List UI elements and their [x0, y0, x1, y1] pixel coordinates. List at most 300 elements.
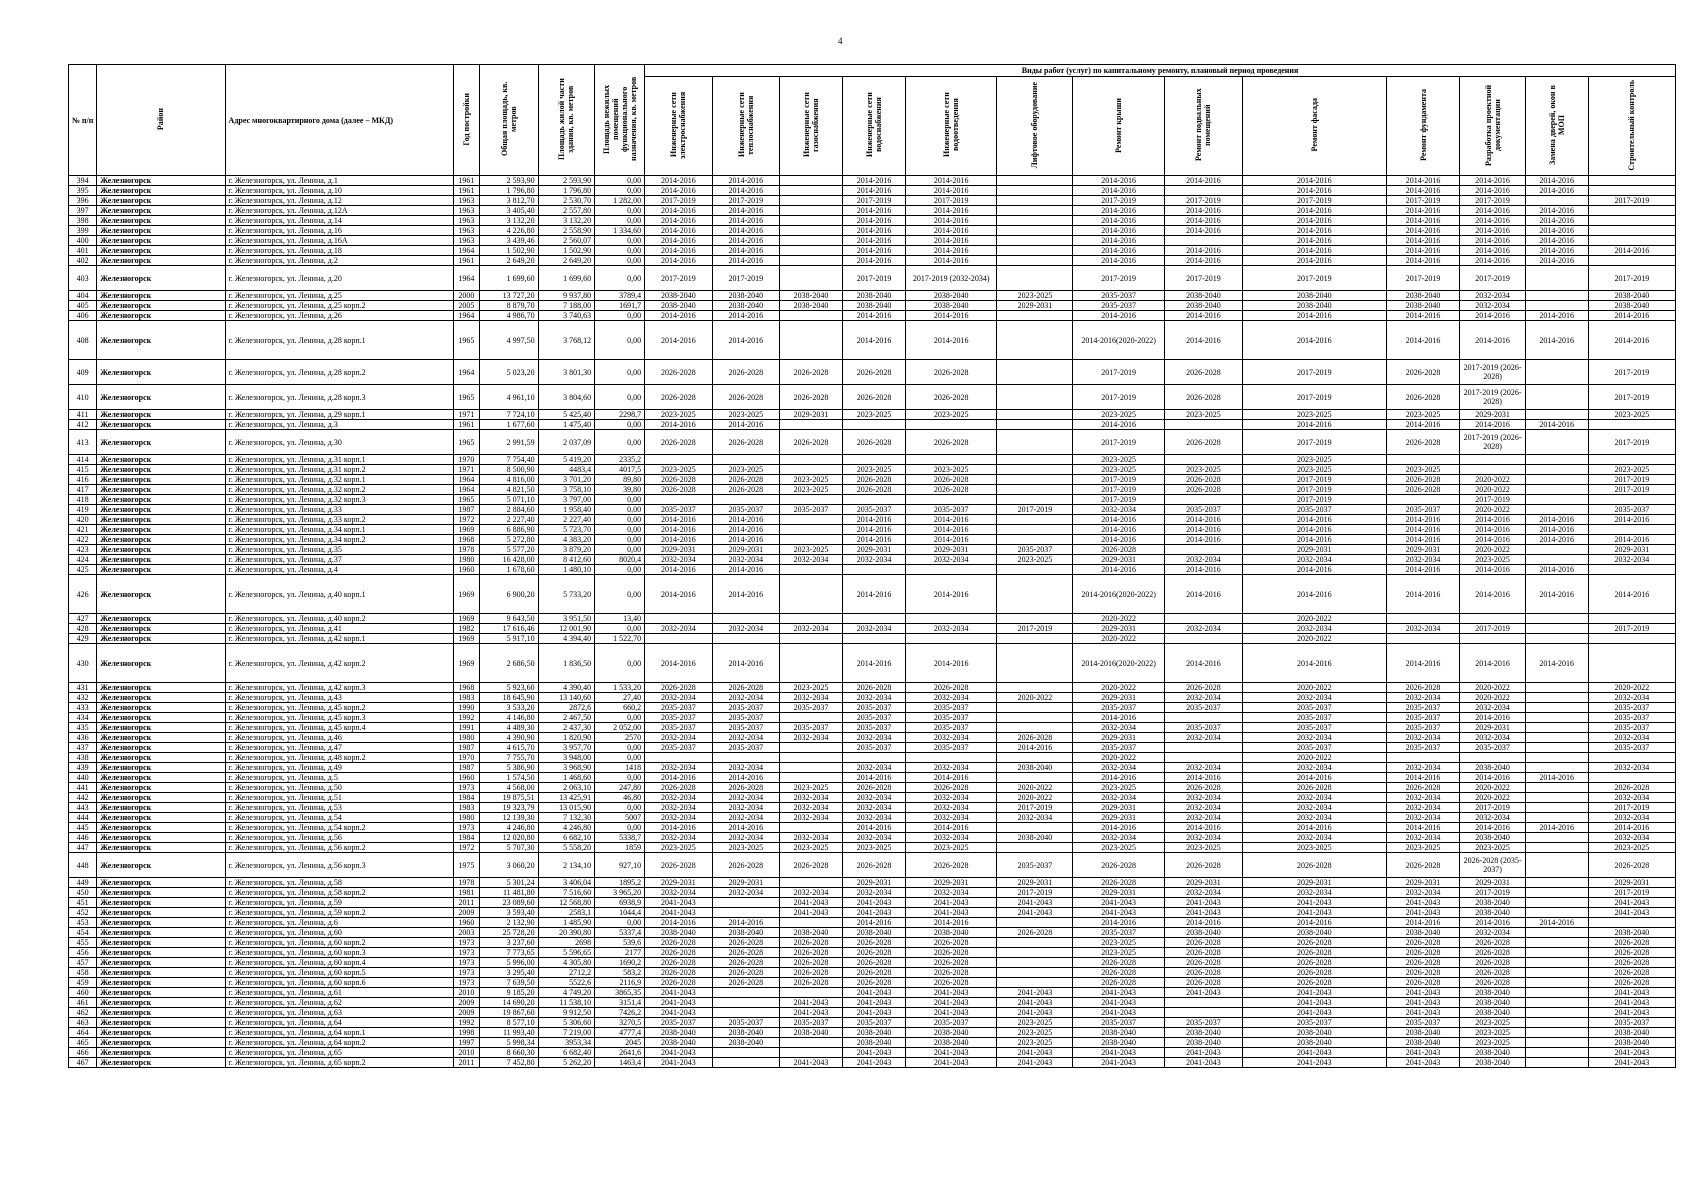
table-cell: Железногорск — [97, 918, 225, 928]
table-cell: 2014-2016 — [712, 420, 779, 430]
table-cell: г. Железногорск, ул. Ленина, д.50 — [225, 783, 453, 793]
table-cell: 2023-2025 — [906, 843, 997, 853]
table-cell: 2035-2037 — [906, 713, 997, 723]
table-cell: 2020-2022 — [1460, 485, 1525, 495]
table-row — [69, 575, 1676, 614]
table-cell: 2017-2019 — [1073, 485, 1164, 495]
table-cell: 2032-2034 — [779, 803, 842, 813]
table-cell: 2038-2040 — [1460, 1058, 1525, 1068]
table-cell — [712, 998, 779, 1008]
table-cell: 2014-2016 — [1243, 236, 1387, 246]
table-cell: 13 727,20 — [479, 291, 538, 301]
table-cell: Железногорск — [97, 535, 225, 545]
table-cell: 2014-2016 — [1525, 226, 1588, 236]
table-cell — [997, 978, 1073, 988]
table-cell: 2026-2028 — [843, 475, 906, 485]
table-cell: 2014-2016 — [906, 575, 997, 614]
table-cell — [1525, 555, 1588, 565]
table-cell: 450 — [69, 888, 97, 898]
table-cell: 0,00 — [595, 713, 645, 723]
table-cell — [1525, 813, 1588, 823]
table-cell — [779, 878, 842, 888]
table-cell: 2014-2016 — [843, 535, 906, 545]
table-cell: 8 412,60 — [538, 555, 595, 565]
table-cell: 2014-2016 — [712, 918, 779, 928]
table-cell: 2020-2022 — [1073, 753, 1164, 763]
table-cell: 2023-2025 — [645, 465, 712, 475]
table-row — [69, 535, 1676, 545]
table-cell: 1969 — [453, 575, 479, 614]
table-cell — [997, 485, 1073, 495]
table-cell: 2014-2016 — [1073, 773, 1164, 783]
table-cell: 452 — [69, 908, 97, 918]
table-cell — [712, 898, 779, 908]
table-cell: Железногорск — [97, 266, 225, 291]
table-cell: 2041-2043 — [997, 998, 1073, 1008]
table-cell — [779, 495, 842, 505]
table-cell: 2029-2031 — [1073, 555, 1164, 565]
table-cell: 2041-2043 — [645, 998, 712, 1008]
table-cell: г. Железногорск, ул. Ленина, д.40 корп.1 — [225, 575, 453, 614]
table-cell: 2017-2019 — [1588, 624, 1675, 634]
table-row — [69, 236, 1676, 246]
table-cell — [843, 495, 906, 505]
table-cell: г. Железногорск, ул. Ленина, д.42 корп.2 — [225, 644, 453, 683]
table-cell: 2041-2043 — [1386, 988, 1460, 998]
table-cell: г. Железногорск, ул. Ленина, д.54 — [225, 813, 453, 823]
table-cell: 3 812,70 — [479, 196, 538, 206]
table-cell: 2035-2037 — [906, 723, 997, 733]
table-cell: 2041-2043 — [1164, 908, 1242, 918]
header-total-area: Общая площадь, кв. метров — [479, 65, 538, 176]
table-cell: 2014-2016 — [1525, 644, 1588, 683]
table-cell: 2014-2016 — [712, 575, 779, 614]
table-cell: 2038-2040 — [1243, 291, 1387, 301]
table-cell: 2014-2016 — [712, 515, 779, 525]
table-cell: 2029-2031 — [906, 545, 997, 555]
table-cell: 25 728,20 — [479, 928, 538, 938]
table-cell: 2038-2040 — [712, 301, 779, 311]
table-cell — [997, 475, 1073, 485]
table-cell: 4 305,80 — [538, 958, 595, 968]
table-cell: 2014-2016 — [1243, 918, 1387, 928]
table-cell: 2026-2028 — [843, 360, 906, 385]
table-cell: 2032-2034 — [1386, 624, 1460, 634]
table-cell: 2026-2028 — [645, 430, 712, 455]
table-cell: 2014-2016 — [1164, 226, 1242, 236]
table-cell: 2014-2016 — [1460, 236, 1525, 246]
table-cell: 1964 — [453, 485, 479, 495]
table-cell: 5337,4 — [595, 928, 645, 938]
table-cell: 2020-2022 — [1460, 475, 1525, 485]
table-cell: 2029-2031 — [1164, 878, 1242, 888]
table-cell: 2014-2016 — [1386, 823, 1460, 833]
table-cell: 2041-2043 — [1243, 908, 1387, 918]
table-cell: 2032-2034 — [906, 624, 997, 634]
table-cell: Железногорск — [97, 525, 225, 535]
table-row — [69, 988, 1676, 998]
table-row — [69, 176, 1676, 186]
table-cell: 2014-2016 — [1243, 206, 1387, 216]
table-cell: 2014-2016 — [712, 176, 779, 186]
table-row — [69, 360, 1676, 385]
table-cell: 2 530,70 — [538, 196, 595, 206]
table-row — [69, 624, 1676, 634]
table-cell: 2035-2037 — [1588, 505, 1675, 515]
table-cell: 4 749,20 — [538, 988, 595, 998]
table-cell: 5 425,40 — [538, 410, 595, 420]
table-cell — [712, 455, 779, 465]
table-cell: 4 383,20 — [538, 535, 595, 545]
table-cell: 2014-2016 — [1164, 575, 1242, 614]
table-cell: 2032-2034 — [1386, 555, 1460, 565]
table-cell: г. Железногорск, ул. Ленина, д.62 — [225, 998, 453, 1008]
table-cell — [997, 723, 1073, 733]
table-cell: 2026-2028 — [1073, 853, 1164, 878]
table-cell — [1525, 793, 1588, 803]
table-cell: 2023-2025 — [1460, 1028, 1525, 1038]
table-cell: 7 755,70 — [479, 753, 538, 763]
table-cell: 2017-2019 — [1243, 196, 1387, 206]
table-cell: 2014-2016 — [1164, 644, 1242, 683]
table-row — [69, 693, 1676, 703]
table-cell: 1 480,10 — [538, 565, 595, 575]
table-cell — [1386, 495, 1460, 505]
table-cell: 5 577,20 — [479, 545, 538, 555]
table-cell: 2017-2019 — [1164, 196, 1242, 206]
table-cell: г. Железногорск, ул. Ленина, д.60 корп.3 — [225, 948, 453, 958]
table-cell: 436 — [69, 733, 97, 743]
table-cell: 2026-2028 — [779, 978, 842, 988]
table-cell: 2026-2028 — [779, 968, 842, 978]
table-cell: 2026-2028 — [1386, 385, 1460, 410]
table-cell: 1973 — [453, 948, 479, 958]
table-cell — [1525, 1058, 1588, 1068]
table-cell: 1964 — [453, 360, 479, 385]
table-cell: 2014-2016 — [1460, 216, 1525, 226]
table-cell: 2041-2043 — [843, 908, 906, 918]
table-cell: 2014-2016 — [843, 226, 906, 236]
table-cell: 2014-2016 — [1460, 713, 1525, 723]
table-cell: 2014-2016 — [1525, 525, 1588, 535]
table-cell: 2032-2034 — [712, 793, 779, 803]
table-cell: 2023-2025 — [1588, 843, 1675, 853]
table-cell: 2026-2028 — [1073, 878, 1164, 888]
table-cell — [843, 614, 906, 624]
table-cell: 2026-2028 — [1073, 958, 1164, 968]
table-cell: 4 246,80 — [479, 823, 538, 833]
table-cell: 2009 — [453, 1008, 479, 1018]
table-cell: 2017-2019 — [1588, 385, 1675, 410]
table-row — [69, 723, 1676, 733]
table-cell: 2032-2034 — [1460, 291, 1525, 301]
table-cell: 2014-2016 — [843, 525, 906, 535]
table-cell: 2026-2028 — [1386, 475, 1460, 485]
table-cell: 0,00 — [595, 360, 645, 385]
table-cell — [712, 1058, 779, 1068]
table-cell: 2017-2019 — [1073, 266, 1164, 291]
table-cell: 2 558,90 — [538, 226, 595, 236]
table-cell: 7 724,10 — [479, 410, 538, 420]
table-cell: Железногорск — [97, 455, 225, 465]
table-cell: 2017-2019 (2026-2028) — [1460, 360, 1525, 385]
table-cell — [997, 420, 1073, 430]
table-cell: 2029-2031 — [1588, 878, 1675, 888]
table-cell: 2014-2016 — [1460, 246, 1525, 256]
table-cell — [997, 575, 1073, 614]
table-cell: 2038-2040 — [1588, 1038, 1675, 1048]
table-cell: Железногорск — [97, 291, 225, 301]
header-work-5: Лифтовое оборудование — [997, 77, 1073, 176]
table-cell — [1525, 938, 1588, 948]
table-cell: Железногорск — [97, 226, 225, 236]
table-cell: 2014-2016 — [712, 773, 779, 783]
table-cell: 2032-2034 — [1164, 833, 1242, 843]
table-cell: 2026-2028 — [843, 938, 906, 948]
table-cell: 2041-2043 — [645, 1048, 712, 1058]
table-cell — [1525, 978, 1588, 988]
table-cell: 8020,4 — [595, 555, 645, 565]
table-cell: Железногорск — [97, 256, 225, 266]
table-cell: 2029-2031 — [645, 545, 712, 555]
table-cell — [1460, 634, 1525, 644]
table-cell: 2014-2016 — [1588, 246, 1675, 256]
table-cell: 2041-2043 — [1588, 1048, 1675, 1058]
table-cell: 1965 — [453, 430, 479, 455]
table-cell: 2032-2034 — [1588, 763, 1675, 773]
table-cell: 2017-2019 — [1460, 495, 1525, 505]
table-cell: Железногорск — [97, 360, 225, 385]
table-cell: 2698 — [538, 938, 595, 948]
table-cell: 1963 — [453, 216, 479, 226]
table-cell: 2014-2016 — [906, 186, 997, 196]
table-cell: 2014-2016 — [1460, 644, 1525, 683]
table-cell: 2026-2028 — [779, 958, 842, 968]
table-cell: 1961 — [453, 176, 479, 186]
table-cell: 2014-2016 — [1386, 420, 1460, 430]
table-cell: 423 — [69, 545, 97, 555]
table-cell — [779, 918, 842, 928]
table-cell: 2041-2043 — [1073, 908, 1164, 918]
table-cell: 2026-2028 — [779, 948, 842, 958]
table-cell: 2023-2025 — [1588, 465, 1675, 475]
table-cell: 2038-2040 — [1460, 908, 1525, 918]
table-cell: 2023-2025 — [1243, 410, 1387, 420]
table-cell — [1525, 301, 1588, 311]
table-cell: г. Железногорск, ул. Ленина, д.20 — [225, 266, 453, 291]
table-cell: 2032-2034 — [645, 693, 712, 703]
table-cell: 2035-2037 — [712, 505, 779, 515]
table-cell: 2023-2025 — [1386, 843, 1460, 853]
table-cell: 448 — [69, 853, 97, 878]
table-cell: 443 — [69, 803, 97, 813]
table-cell: г. Железногорск, ул. Ленина, д.1 — [225, 176, 453, 186]
table-cell: 428 — [69, 624, 97, 634]
table-cell — [779, 465, 842, 475]
table-cell: 2035-2037 — [779, 505, 842, 515]
table-cell — [1525, 928, 1588, 938]
table-cell — [1525, 783, 1588, 793]
table-cell: 0,00 — [595, 385, 645, 410]
table-cell: 2014-2016 — [1073, 216, 1164, 226]
table-cell: 2023-2025 — [1073, 455, 1164, 465]
table-cell — [779, 743, 842, 753]
table-cell: 2023-2025 — [779, 843, 842, 853]
table-cell: 7 754,40 — [479, 455, 538, 465]
table-row — [69, 525, 1676, 535]
table-cell: 6 682,10 — [538, 833, 595, 843]
table-cell: 2020-2022 — [1243, 683, 1387, 693]
table-cell: 2041-2043 — [779, 898, 842, 908]
table-cell: 2026-2028 — [712, 968, 779, 978]
table-row — [69, 430, 1676, 455]
table-cell — [843, 753, 906, 763]
table-cell — [1588, 226, 1675, 236]
table-cell: 1978 — [453, 545, 479, 555]
table-cell: 0,00 — [595, 256, 645, 266]
table-cell: 2041-2043 — [997, 988, 1073, 998]
table-cell: 466 — [69, 1048, 97, 1058]
table-cell — [1588, 176, 1675, 186]
table-cell: Железногорск — [97, 311, 225, 321]
table-cell: 2035-2037 — [1588, 723, 1675, 733]
table-cell: г. Железногорск, ул. Ленина, д.51 — [225, 793, 453, 803]
table-cell: 12 139,30 — [479, 813, 538, 823]
table-cell: 2023-2025 — [779, 783, 842, 793]
table-cell: 2041-2043 — [1386, 1008, 1460, 1018]
table-cell: 27,40 — [595, 693, 645, 703]
table-cell: 2032-2034 — [1073, 833, 1164, 843]
table-row — [69, 878, 1676, 888]
table-cell: 2020-2022 — [1460, 683, 1525, 693]
table-cell: 0,00 — [595, 495, 645, 505]
table-cell: 12 001,90 — [538, 624, 595, 634]
table-cell: 2014-2016 — [1386, 246, 1460, 256]
table-cell: 2014-2016 — [997, 743, 1073, 753]
table-cell: 2035-2037 — [1386, 1018, 1460, 1028]
table-cell: 2020-2022 — [1460, 545, 1525, 555]
table-cell: 2023-2025 — [1588, 410, 1675, 420]
table-cell: 2035-2037 — [1386, 703, 1460, 713]
table-cell: 4777,4 — [595, 1028, 645, 1038]
table-cell: 2014-2016 — [1164, 535, 1242, 545]
table-cell: 2026-2028 — [779, 385, 842, 410]
table-cell: 2026-2028 — [1386, 948, 1460, 958]
table-cell: 2026-2028 — [1386, 683, 1460, 693]
table-cell — [1460, 465, 1525, 475]
table-cell — [1460, 614, 1525, 624]
table-cell: 2026-2028 — [1588, 968, 1675, 978]
table-cell: 2038-2040 — [1073, 1028, 1164, 1038]
table-cell: 2023-2025 — [997, 1038, 1073, 1048]
table-cell: 2014-2016 — [645, 226, 712, 236]
header-address: Адрес многоквартирного дома (далее – МКД) — [225, 65, 453, 176]
table-cell — [712, 753, 779, 763]
table-cell: 2032-2034 — [645, 813, 712, 823]
table-cell: 2035-2037 — [712, 703, 779, 713]
table-cell: 2041-2043 — [997, 1008, 1073, 1018]
table-cell: 2041-2043 — [997, 898, 1073, 908]
table-cell — [1164, 1008, 1242, 1018]
table-cell: г. Железногорск, ул. Ленина, д.33 корп.2 — [225, 515, 453, 525]
table-cell: 11 538,10 — [538, 998, 595, 1008]
table-cell: 2035-2037 — [843, 723, 906, 733]
table-cell: 2023-2025 — [843, 465, 906, 475]
table-cell: 2041-2043 — [1386, 1058, 1460, 1068]
table-cell — [1525, 455, 1588, 465]
table-cell: 421 — [69, 525, 97, 535]
table-cell — [1525, 196, 1588, 206]
table-cell: 2014-2016 — [1164, 515, 1242, 525]
table-cell: 440 — [69, 773, 97, 783]
table-cell: 2035-2037 — [843, 703, 906, 713]
table-cell: 2032-2034 — [779, 833, 842, 843]
table-cell: 2 134,10 — [538, 853, 595, 878]
table-cell: 2014-2016 — [1460, 176, 1525, 186]
table-cell: г. Железногорск, ул. Ленина, д.31 корп.2 — [225, 465, 453, 475]
table-cell: 460 — [69, 988, 97, 998]
table-cell: 7 639,50 — [479, 978, 538, 988]
table-cell: 2038-2040 — [1386, 1038, 1460, 1048]
table-cell: 408 — [69, 321, 97, 360]
table-cell: 2041-2043 — [1386, 898, 1460, 908]
table-cell: 2026-2028 — [779, 938, 842, 948]
table-cell: 2014-2016 — [1164, 176, 1242, 186]
table-cell: 439 — [69, 763, 97, 773]
table-row — [69, 455, 1676, 465]
table-cell: 1690,2 — [595, 958, 645, 968]
table-cell: 2032-2034 — [1460, 813, 1525, 823]
table-cell — [1588, 420, 1675, 430]
table-cell: 2032-2034 — [1386, 693, 1460, 703]
table-cell: 0,00 — [595, 773, 645, 783]
table-cell: 1418 — [595, 763, 645, 773]
table-cell: 11 481,80 — [479, 888, 538, 898]
table-cell: 2026-2028 — [1164, 968, 1242, 978]
table-cell: 2038-2040 — [1073, 1038, 1164, 1048]
table-cell: 2032-2034 — [1386, 833, 1460, 843]
table-cell: 1971 — [453, 465, 479, 475]
table-cell — [779, 455, 842, 465]
table-cell: 2017-2019 — [843, 196, 906, 206]
table-cell: 2041-2043 — [1073, 1048, 1164, 1058]
table-cell: 2032-2034 — [645, 803, 712, 813]
table-cell: 2023-2025 — [1386, 465, 1460, 475]
table-cell: 1 699,60 — [479, 266, 538, 291]
header-work-0: Инженерные сети электроснабжения — [645, 77, 712, 176]
table-cell: 2032-2034 — [645, 833, 712, 843]
table-cell — [1525, 803, 1588, 813]
table-cell: 2038-2040 — [997, 833, 1073, 843]
table-cell: 2026-2028 — [712, 938, 779, 948]
table-cell: 2014-2016 — [1243, 525, 1387, 535]
table-cell: 0,00 — [595, 236, 645, 246]
table-cell: 2017-2019 — [1243, 430, 1387, 455]
table-cell: г. Железногорск, ул. Ленина, д.60 корп.2 — [225, 938, 453, 948]
header-living-area: Площадь жилой части здания, кв. метров — [538, 65, 595, 176]
table-cell — [1588, 455, 1675, 465]
table-cell: 2014-2016 — [645, 176, 712, 186]
table-cell: 2026-2028 — [843, 783, 906, 793]
table-cell: 0,00 — [595, 525, 645, 535]
table-cell: 2035-2037 — [1243, 1018, 1387, 1028]
table-cell: г. Железногорск, ул. Ленина, д.63 — [225, 1008, 453, 1018]
table-cell: 2041-2043 — [906, 1058, 997, 1068]
table-cell: 2014-2016(2020-2022) — [1073, 644, 1164, 683]
table-cell — [645, 455, 712, 465]
table-cell: г. Железногорск, ул. Ленина, д.32 корп.3 — [225, 495, 453, 505]
table-cell — [1588, 614, 1675, 624]
